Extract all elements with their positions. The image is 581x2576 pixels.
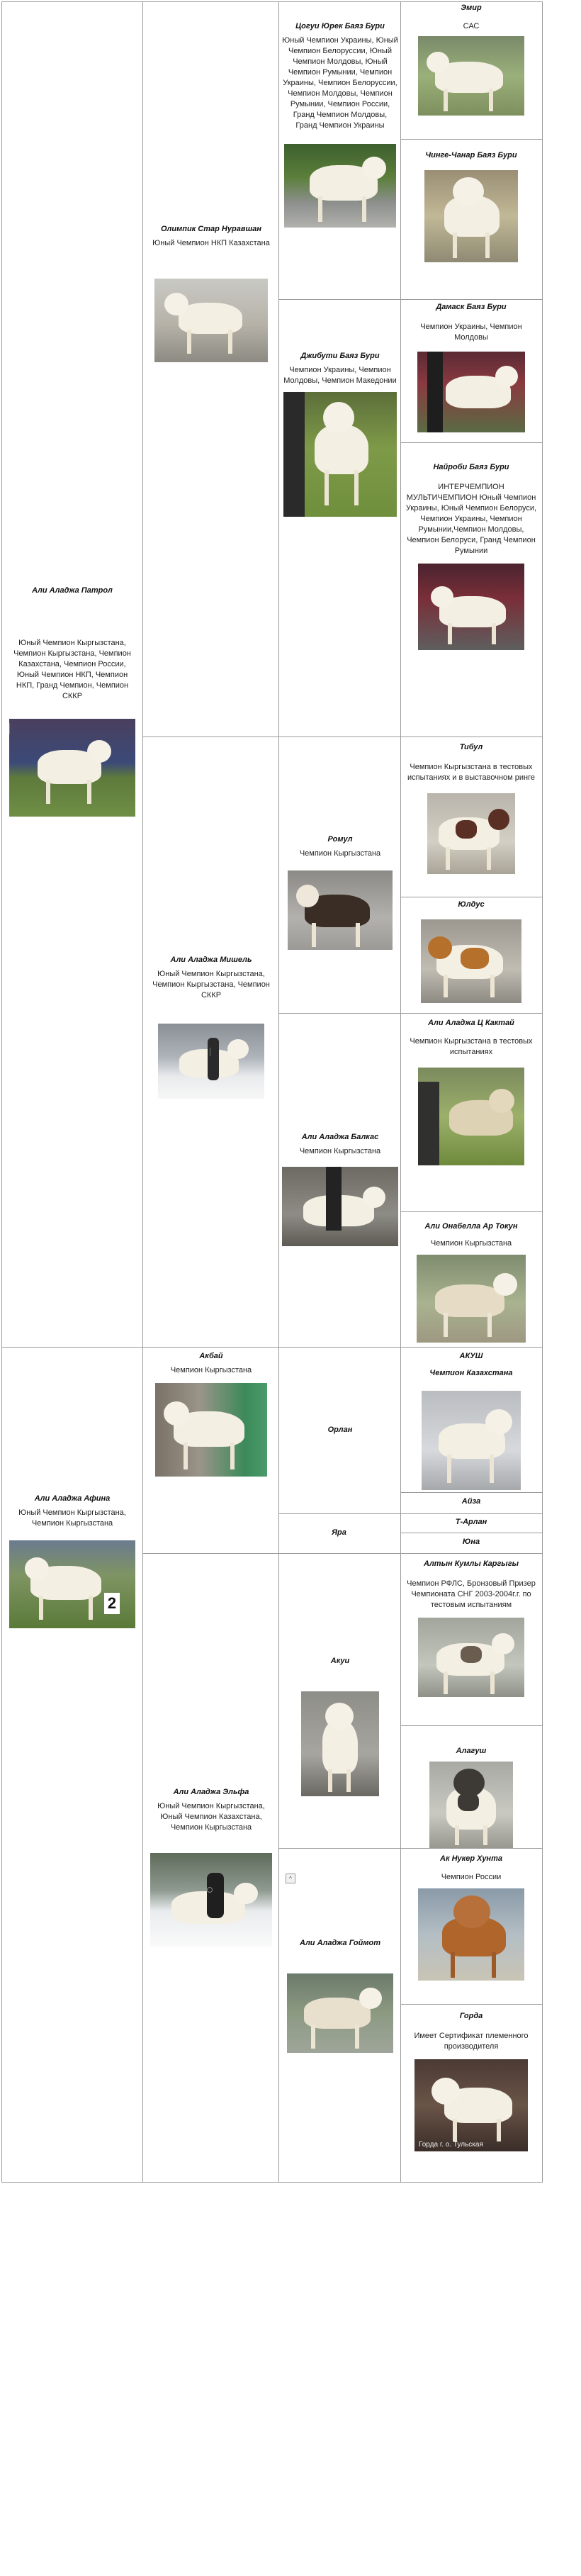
akush-photo xyxy=(422,1391,521,1490)
balkas-cell xyxy=(282,1132,398,1246)
goimot-name: Али Аладжа Гоймот xyxy=(300,1939,380,1947)
col3-separator-3 xyxy=(278,1013,401,1014)
tibul-name: Тибул xyxy=(459,743,483,751)
gorda-photo xyxy=(414,2059,528,2151)
col-separator-2 xyxy=(278,1,279,2183)
pedigree-table xyxy=(1,1,543,2183)
kaktai-titles: Чемпион Кыргызстана в тестовых испытаниях xyxy=(410,1037,533,1056)
damask-cell xyxy=(404,302,538,432)
col2-separator-2 xyxy=(142,1347,279,1348)
yuldus-cell xyxy=(404,900,538,1003)
afina-cell xyxy=(7,1494,137,1628)
chinge-photo xyxy=(424,170,518,262)
elfa-titles: Юный Чемпион Кыргызстана, Юный Чемпион Казахстана, Чемпион Кыргызстана xyxy=(157,1802,265,1832)
olimpik-cell xyxy=(147,224,275,362)
nairobi-cell xyxy=(404,462,538,650)
tsugui-name: Цогуи Юрек Баяз Бури xyxy=(295,22,385,30)
romul-photo xyxy=(288,870,393,950)
balkas-titles: Чемпион Кыргызстана xyxy=(299,1147,381,1155)
olimpik-name: Олимпик Стар Нуравшан xyxy=(160,225,262,233)
altyn-cell xyxy=(404,1559,538,1697)
nairobi-photo xyxy=(418,564,524,650)
afina-titles: Юный Чемпион Кыргызстана, Чемпион Кыргызстана xyxy=(18,1508,126,1528)
kaktai-photo xyxy=(418,1068,524,1165)
akbai-photo xyxy=(155,1383,267,1477)
gorda-name: Горда xyxy=(459,2012,483,2020)
romul-titles: Чемпион Кыргызстана xyxy=(299,849,381,858)
col4-separator-15 xyxy=(400,2004,543,2005)
elfa-photo xyxy=(150,1853,272,1947)
text-cursor-icon xyxy=(9,723,10,734)
balkas-name: Али Аладжа Балкас xyxy=(301,1133,379,1141)
tarlan-name: Т-Арлан xyxy=(455,1518,487,1526)
afina-photo xyxy=(9,1540,135,1628)
altyn-name: Алтын Кумлы Каргыгы xyxy=(424,1559,519,1568)
emir-titles: САС xyxy=(463,22,480,30)
alagush-cell xyxy=(404,1746,538,1848)
col4-separator-1 xyxy=(400,139,543,140)
col-separator-1 xyxy=(142,1,143,2183)
tsugui-cell xyxy=(282,21,398,228)
akui-photo xyxy=(301,1691,379,1796)
romul-cell xyxy=(282,834,398,950)
akush-cell xyxy=(404,1351,538,1490)
goimot-cell xyxy=(282,1938,398,2053)
yuldus-name: Юлдус xyxy=(458,900,485,909)
olimpik-titles: Юный Чемпион НКП Казахстана xyxy=(152,239,270,247)
nairobi-name: Найроби Баяз Бури xyxy=(433,463,509,471)
col4-separator-10 xyxy=(400,1513,543,1514)
aknuker-photo xyxy=(418,1888,524,1981)
dzhibuti-titles: Чемпион Украины, Чемпион Молдовы, Чемпион Македонии xyxy=(283,366,397,385)
toktun-cell xyxy=(404,1221,538,1343)
col4-separator-14 xyxy=(400,1848,543,1849)
table-border-top xyxy=(1,1,543,2)
yuldus-photo xyxy=(421,919,521,1003)
elfa-cell xyxy=(147,1787,275,1947)
olimpik-photo xyxy=(154,279,268,362)
chinge-cell xyxy=(404,150,538,262)
col4-separator-7 xyxy=(400,1211,543,1212)
tsugui-titles: Юный Чемпион Украины, Юный Чемпион Белоруссии, Юный Чемпион Молдовы, Юный Чемпион Румынии, Чемпион Украины, Чемпион Белоруссии, Чемпион Молдовы, Чемпион Румынии, Чемпион России, Гранд Чемпион Молдовы, Гранд Чемпион Украины xyxy=(282,36,398,130)
alagush-name: Алагуш xyxy=(456,1747,487,1755)
aknuker-name: Ак Нукер Хунта xyxy=(440,1854,502,1863)
col3-separator-5 xyxy=(278,1513,401,1514)
col3-separator-7 xyxy=(278,1848,401,1849)
tsugui-photo xyxy=(284,144,396,228)
table-border-left xyxy=(1,1,2,2183)
yuna-name: Юна xyxy=(462,1538,480,1546)
toktun-name: Али Онабелла Ар Токун xyxy=(424,1222,518,1231)
col4-separator-8 xyxy=(400,1347,543,1348)
col3-separator-1 xyxy=(278,299,401,300)
table-border-bottom xyxy=(1,2182,543,2183)
balkas-photo xyxy=(282,1167,398,1246)
col4-separator-3 xyxy=(400,442,543,443)
damask-photo xyxy=(417,352,525,432)
patrol-cell xyxy=(7,586,137,817)
patrol-titles: Юный Чемпион Кыргызстана, Чемпион Кыргызстана, Чемпион Казахстана, Чемпион России, Юный Чемпион НКП, Чемпион НКП, Гранд Чемпион, Чемпион СККР xyxy=(13,639,131,700)
gorda-cell xyxy=(404,2011,538,2151)
col1-separator xyxy=(1,1347,143,1348)
col2-separator-3 xyxy=(142,1553,279,1554)
yara-cell xyxy=(282,1528,398,1538)
gorda-titles: Имеет Сертификат племенного производителя xyxy=(414,2032,529,2051)
orlan-cell xyxy=(282,1425,398,1435)
col4-separator-13 xyxy=(400,1725,543,1726)
table-border-right xyxy=(542,1,543,2183)
romul-name: Ромул xyxy=(327,835,353,844)
akui-name: Акуи xyxy=(330,1657,350,1665)
dzhibuti-cell xyxy=(282,351,398,517)
damask-name: Дамаск Баяз Бури xyxy=(436,303,507,311)
image-rotate-handle-icon[interactable] xyxy=(207,1887,213,1893)
aknuker-cell xyxy=(404,1854,538,1981)
tibul-photo xyxy=(427,793,515,874)
col4-separator-9 xyxy=(400,1492,543,1493)
altyn-photo xyxy=(418,1618,524,1697)
col4-separator-12 xyxy=(400,1553,543,1554)
akbai-name: Акбай xyxy=(199,1352,223,1360)
col-separator-3 xyxy=(400,1,401,2183)
aiza-name: Айза xyxy=(461,1497,481,1506)
tibul-titles: Чемпион Кыргызстана в тестовых испытаниях и в выставочном ринге xyxy=(407,763,536,782)
elfa-name: Али Аладжа Эльфа xyxy=(173,1788,249,1796)
emir-photo xyxy=(418,36,524,116)
akbai-cell xyxy=(147,1351,275,1477)
yara-name: Яра xyxy=(332,1528,346,1537)
dzhibuti-photo xyxy=(283,392,397,517)
col4-separator-6 xyxy=(400,1013,543,1014)
col3-separator-6 xyxy=(278,1553,401,1554)
mishel-photo xyxy=(158,1024,264,1099)
orlan-name: Орлан xyxy=(327,1426,353,1434)
alagush-photo xyxy=(429,1762,513,1848)
toktun-titles: Чемпион Кыргызстана xyxy=(430,1239,512,1248)
aknuker-titles: Чемпион России xyxy=(441,1873,502,1881)
akui-cell xyxy=(282,1656,398,1796)
akush-titles: Чемпион Казахстана xyxy=(429,1369,513,1377)
nairobi-titles: ИНТЕРЧЕМПИОН МУЛЬТИЧЕМПИОН Юный Чемпион Украины, Юный Чемпион Белоруси, Чемпион Украины, Чемпион Румынии,Чемпион Молдовы, Чемпион Белоруси, Гранд Чемпион Румынии xyxy=(405,483,537,555)
patrol-name: Али Аладжа Патрол xyxy=(32,586,113,595)
mishel-name: Али Аладжа Мишель xyxy=(170,956,252,964)
col3-separator-4 xyxy=(278,1347,401,1348)
afina-name: Али Аладжа Афина xyxy=(34,1494,111,1503)
akbai-titles: Чемпион Кыргызстана xyxy=(170,1366,252,1374)
altyn-titles: Чемпион РФЛС, Бронзовый Призер Чемпионата СНГ 2003-2004г.г. по тестовым испытаниям xyxy=(407,1579,536,1609)
gorda-caption: Горда г. о. Тульская xyxy=(419,2141,483,2149)
tibul-cell xyxy=(404,742,538,874)
kaktai-cell xyxy=(404,1018,538,1165)
toktun-photo xyxy=(417,1255,526,1343)
mishel-cell xyxy=(147,955,275,1099)
yuna-cell xyxy=(404,1537,538,1547)
tarlan-cell xyxy=(404,1517,538,1527)
mishel-titles: Юный Чемпион Кыргызстана, Чемпион Кыргызстана, Чемпион СККР xyxy=(152,970,270,999)
damask-titles: Чемпион Украины, Чемпион Молдовы xyxy=(420,323,522,342)
col4-separator-2 xyxy=(400,299,543,300)
aiza-cell xyxy=(404,1496,538,1506)
emir-cell xyxy=(404,3,538,116)
patrol-photo xyxy=(9,719,135,817)
chinge-name: Чинге-Чанар Баяз Бури xyxy=(425,151,517,159)
resize-handle-icon[interactable]: ^ xyxy=(286,1874,295,1883)
akush-name: АКУШ xyxy=(459,1352,483,1360)
afina-ring-number: 2 xyxy=(104,1593,120,1614)
goimot-photo xyxy=(287,1973,393,2053)
dzhibuti-name: Джибути Баяз Бури xyxy=(300,352,380,360)
kaktai-name: Али Аладжа Ц Кактай xyxy=(428,1019,514,1027)
emir-name: Эмир xyxy=(461,4,482,12)
